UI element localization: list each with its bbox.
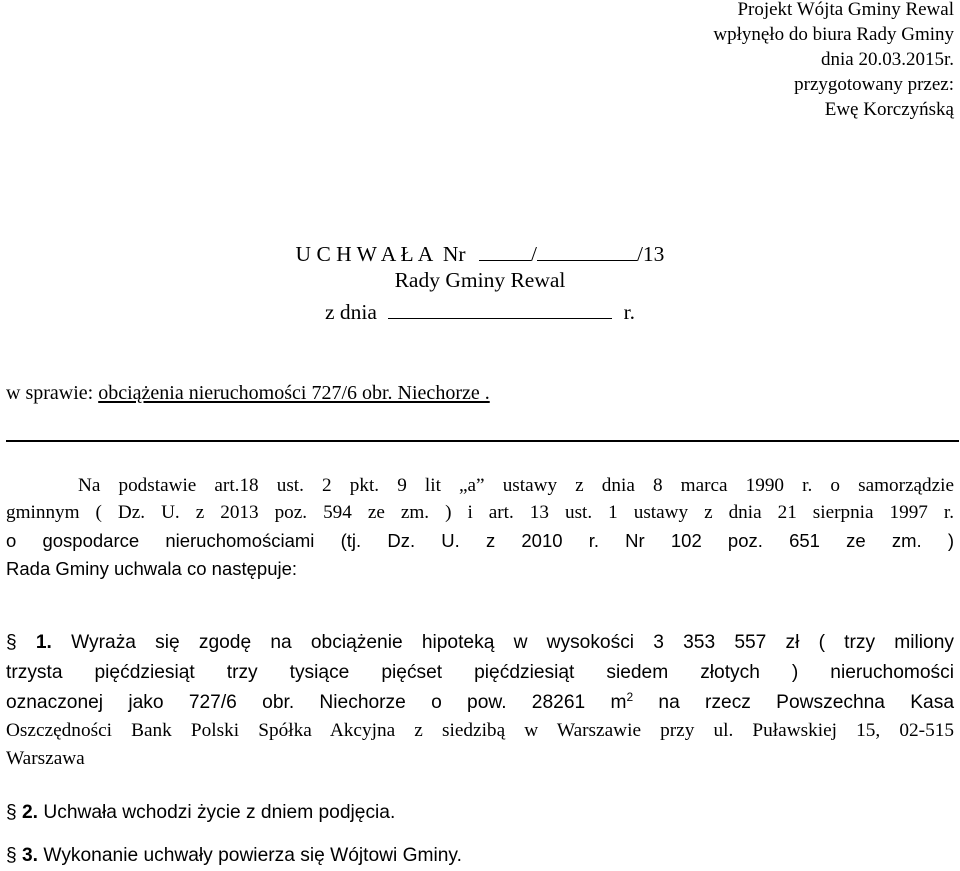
- resolution-title-slash: /: [530, 242, 537, 266]
- resolution-number-blank-2: [537, 240, 637, 261]
- subject-prefix: w sprawie:: [6, 382, 99, 404]
- section-2-number: 2.: [22, 802, 39, 823]
- legal-basis-line-1-text: Na podstawie art.18 ust. 2 pkt. 9 lit „a” ustawy z dnia 8 marca 1990 r. o samorządzie: [78, 475, 954, 496]
- section-1-superscript: 2: [626, 690, 634, 704]
- resolution-title-prefix: U C H W A Ł A Nr: [295, 242, 466, 266]
- header-date-line: dnia 20.03.2015r.: [821, 49, 954, 70]
- divider-rule: [6, 440, 959, 442]
- section-3-number: 3.: [22, 845, 39, 866]
- section-1-line-1: [6, 632, 954, 654]
- section-1-line-5: Warszawa: [6, 748, 85, 769]
- legal-basis-line-3: [6, 530, 954, 552]
- section-1-line-3a: oznaczonej jako 727/6 obr. Niechorze o pow. 28261 m: [6, 692, 627, 713]
- section-1-line-3b: na rzecz Powszechna Kasa: [658, 692, 954, 713]
- resolution-date-blank: [388, 298, 612, 319]
- resolution-date: [0, 298, 960, 325]
- section-1-line-3: [6, 692, 954, 714]
- header-author-line: Projekt Wójta Gminy Rewal: [737, 0, 954, 20]
- section-1-line-1-text: Wyraża się zgodę na obciążenie hipoteką w wysokości 3 353 557 zł ( trzy miliony: [71, 632, 954, 653]
- legal-basis-line-2: [6, 502, 954, 524]
- resolution-date-prefix: z dnia: [324, 300, 377, 324]
- section-3: [6, 845, 462, 867]
- header-prepared-by-line: przygotowany przez:: [794, 74, 954, 95]
- section-3-mark: §: [6, 845, 17, 866]
- resolution-title: [0, 240, 960, 267]
- header-received-line: wpłynęło do biura Rady Gminy: [713, 24, 954, 45]
- section-1-line-2: [6, 662, 954, 684]
- resolution-council: Rady Gminy Rewal: [394, 268, 566, 292]
- subject-text: obciążenia nieruchomości 727/6 obr. Niechorze .: [98, 382, 490, 404]
- section-2-text: Uchwała wchodzi życie z dniem podjęcia.: [43, 802, 396, 823]
- section-1-line-4-text: Oszczędności Bank Polski Spółka Akcyjna z siedzibą w Warszawie przy ul. Puławskiej 15, 02-515: [6, 720, 954, 741]
- resolution-number-blank: [479, 240, 531, 261]
- legal-basis-line-2-text: gminnym ( Dz. U. z 2013 poz. 594 ze zm. ) i art. 13 ust. 1 ustawy z dnia 21 sierpnia 1997 r.: [6, 502, 954, 523]
- section-1-line-4: [6, 720, 954, 742]
- section-1-mark: §: [6, 632, 17, 653]
- section-3-text: Wykonanie uchwały powierza się Wójtowi Gminy.: [43, 845, 462, 866]
- resolution-title-suffix: /13: [636, 242, 665, 266]
- legal-basis-line-1: [78, 475, 954, 497]
- section-2: [6, 802, 395, 824]
- legal-basis-line-4: Rada Gminy uchwala co następuje:: [6, 558, 298, 579]
- legal-basis-line-3-text: o gospodarce nieruchomościami (tj. Dz. U. z 2010 r. Nr 102 poz. 651 ze zm. ): [6, 530, 954, 551]
- section-1-line-2-text: trzysta pięćdziesiąt trzy tysiące pięćset pięćdziesiąt siedem złotych ) nieruchomości: [6, 662, 954, 683]
- resolution-subject: [6, 382, 490, 405]
- header-author-name: Ewę Korczyńską: [824, 99, 954, 120]
- section-2-mark: §: [6, 802, 17, 823]
- section-1-number: 1.: [35, 632, 52, 653]
- resolution-date-suffix: r.: [623, 300, 636, 324]
